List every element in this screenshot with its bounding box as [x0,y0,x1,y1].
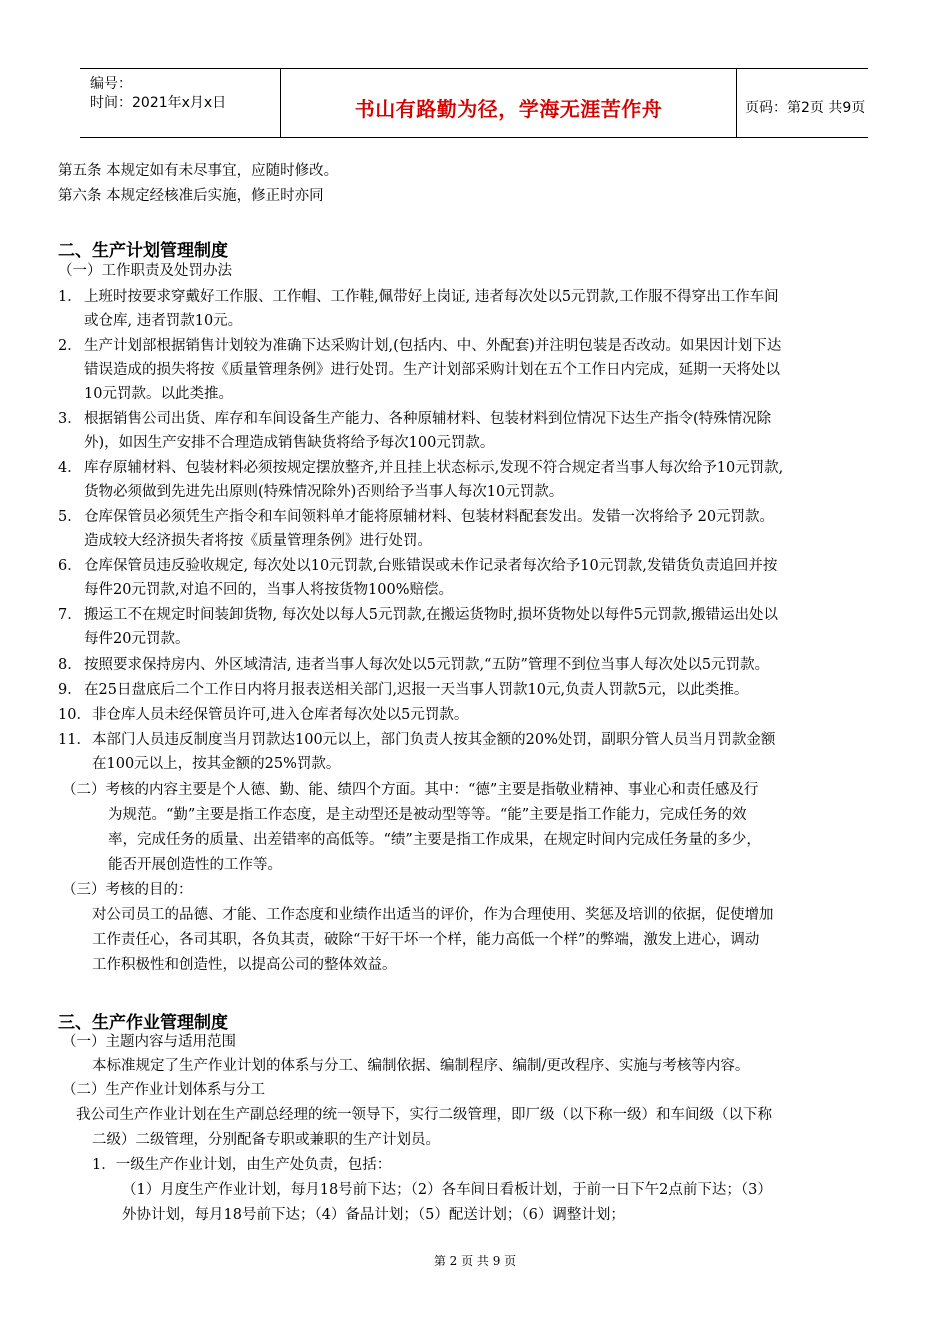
item-line: 每件20元罚款。 [84,631,190,647]
item-number: 7． [58,607,82,623]
item-number: 2． [58,338,82,354]
section-3-sub-1-body: 本标准规定了生产作业计划的体系与分工、编制依据、编制程序、编制/更改程序、实施与考核等内容。 [92,1058,750,1074]
item-line: 或仓库, 违者罚款10元。 [84,313,243,329]
section-2-sub-2-line: 率，完成任务的质量、出差错率的高低等。“绩”主要是指工作成果，在规定时间内完成任务量的多少， [108,832,761,848]
item-number: 11． [58,732,91,748]
section-2-sub-3-title: （三）考核的目的： [62,882,193,898]
item-line: 外)，如因生产安排不合理造成销售缺货将给予每次100元罚款。 [84,435,495,451]
section-3-sub-2-line: 我公司生产作业计划在生产副总经理的统一领导下，实行二级管理，即厂级（以下称一级）和车间级（以下称 [76,1107,772,1123]
item-number: 10． [58,707,91,723]
section-2-title: 二、生产计划管理制度 [58,241,228,261]
section-3-sub-2-title: （二）生产作业计划体系与分工 [62,1082,265,1098]
section-2-sub-3-line: 工作责任心，各司其职，各负其责，破除“干好干坏一个样，能力高低一个样”的弊端，激发上进心，调动 [92,932,760,948]
article-6: 第六条 本规定经核准后实施，修正时亦同 [58,188,324,204]
header-page-cell [737,69,868,137]
section-2-sub-2-line: 能否开展创造性的工作等。 [108,857,282,873]
section-2-sub-3-line: 工作积极性和创造性，以提高公司的整体效益。 [92,957,397,973]
article-5: 第五条 本规定如有未尽事宜，应随时修改。 [58,163,339,179]
item-number: 5． [58,509,82,525]
item-number: 4． [58,460,82,476]
item-number: 1． [58,289,82,305]
item-line: 生产计划部根据销售计划较为准确下达采购计划,(包括内、中、外配套)并注明包装是否改动。如果因计划下达 [84,338,782,354]
item-number: 3． [58,411,82,427]
item-line: 根据销售公司出货、库存和车间设备生产能力、各种原辅材料、包装材料到位情况下达生产指令(特殊情况除 [84,411,772,427]
item-line: 非仓库人员未经保管员许可,进入仓库者每次处以5元罚款。 [92,707,469,723]
document-header [80,68,868,138]
section-2-sub-2-line: 为规范。“勤”主要是指工作态度，是主动型还是被动型等等。“能”主要是指工作能力，完成任务的效 [108,807,747,823]
section-3-title: 三、生产作业管理制度 [58,1013,228,1033]
section-2-sub-2-line: （二）考核的内容主要是个人德、勤、能、绩四个方面。其中：“德”主要是指敬业精神、事业心和责任感及行 [62,782,759,798]
item-number: 8． [58,657,82,673]
section-3-item-1: 1．一级生产作业计划，由生产处负责，包括： [92,1157,392,1173]
item-line: 造成较大经济损失者将按《质量管理条例》进行处罚。 [84,533,432,549]
item-number: 6． [58,558,82,574]
item-line: 本部门人员违反制度当月罚款达100元以上，部门负责人按其金额的20%处罚，副职分管人员当月罚款金额 [92,732,776,748]
section-3-item-1-line: （1）月度生产作业计划，每月18号前下达；（2）各车间日看板计划，于前一日下午2点前下达；（3） [122,1182,772,1198]
item-line: 上班时按要求穿戴好工作服、工作帽、工作鞋,佩带好上岗证, 违者每次处以5元罚款,工作服不得穿出工作车间 [84,289,779,305]
item-line: 在25日盘底后二个工作日内将月报表送相关部门,迟报一天当事人罚款10元,负责人罚款5元，以此类推。 [84,682,749,698]
item-line: 仓库保管员违反验收规定, 每次处以10元罚款,台账错误或未作记录者每次给予10元罚款,发错货负责追回并按 [84,558,778,574]
item-line: 货物必须做到先进先出原则(特殊情况除外)否则给予当事人每次10元罚款。 [84,484,564,500]
item-line: 搬运工不在规定时间装卸货物, 每次处以每人5元罚款,在搬运货物时,损坏货物处以每件5元罚款,搬错运出处以 [84,607,778,623]
section-3-sub-2-line: 二级）二级管理，分别配备专职或兼职的生产计划员。 [92,1132,440,1148]
item-number: 9． [58,682,82,698]
page-footer: 第 2 页 共 9 页 [433,1254,517,1268]
section-3-sub-1-title: （一）主题内容与适用范围 [62,1034,236,1050]
section-2-sub-1-title: （一）工作职责及处罚办法 [58,263,232,279]
header-motto-cell [281,69,737,137]
section-3-item-1-line: 外协计划，每月18号前下达；（4）备品计划；（5）配送计划；（6）调整计划； [122,1207,625,1223]
document-number-label: 编号： [90,76,132,92]
header-info-cell [80,69,281,137]
document-time-label: 时间：2021年x月x日 [90,95,227,111]
item-line: 按照要求保持房内、外区域清洁, 违者当事人每次处以5元罚款,“五防”管理不到位当事人每次处以5元罚款。 [84,657,770,673]
header-page-label: 页码：第2页 共9页 [745,100,866,116]
item-line: 仓库保管员必须凭生产指令和车间领料单才能将原辅材料、包装材料配套发出。发错一次将给予 20元罚款。 [84,509,775,525]
item-line: 在100元以上，按其金额的25%罚款。 [92,756,341,772]
item-line: 10元罚款。以此类推。 [84,386,233,402]
section-2-sub-3-line: 对公司员工的品德、才能、工作态度和业绩作出适当的评价，作为合理使用、奖惩及培训的依据，促使增加 [92,907,774,923]
item-line: 库存原辅材料、包装材料必须按规定摆放整齐,并且挂上状态标示,发现不符合规定者当事人每次给予10元罚款, [84,460,784,476]
item-line: 每件20元罚款,对追不回的，当事人将按货物100%赔偿。 [84,582,454,598]
item-line: 错误造成的损失将按《质量管理条例》进行处罚。生产计划部采购计划在五个工作日内完成，延期一天将处以 [84,362,780,378]
header-motto: 书山有路勤为径，学海无涯苦作舟 [354,97,663,121]
